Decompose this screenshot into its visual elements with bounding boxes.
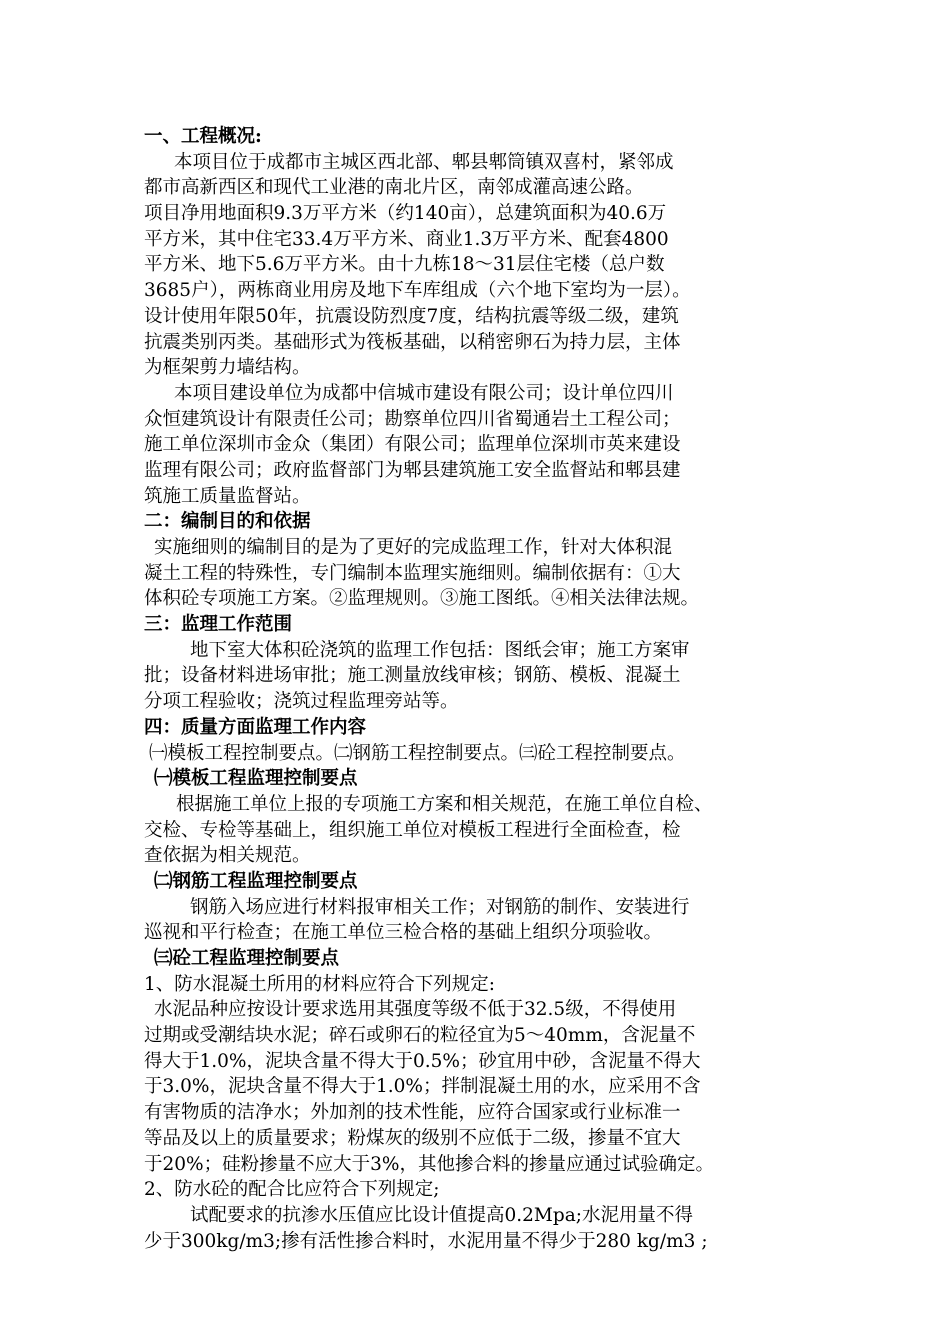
- text-line: 凝土工程的特殊性，专门编制本监理实施细则。编制依据有：①大: [144, 562, 681, 584]
- text-line: 钢筋入场应进行材料报审相关工作；对钢筋的制作、安装进行: [190, 896, 690, 918]
- text-line: 交检、专检等基础上，组织施工单位对模板工程进行全面检查，检: [144, 819, 681, 841]
- text-line: 本项目位于成都市主城区西北部、郫县郫筒镇双喜村，紧邻成: [174, 151, 674, 173]
- text-line: 水泥品种应按设计要求选用其强度等级不低于32.5级，不得使用: [154, 999, 677, 1021]
- text-line: 2、防水砼的配合比应符合下列规定;: [144, 1179, 440, 1201]
- text-line: 少于300kg/m3;掺有活性掺合料时，水泥用量不得少于280 kg/m3 ;: [144, 1230, 708, 1252]
- text-line: 监理有限公司；政府监督部门为郫县建筑施工安全监督站和郫县建: [144, 459, 681, 481]
- text-line: 有害物质的洁净水；外加剂的技术性能，应符合国家或行业标准一: [144, 1102, 681, 1124]
- text-line: 于3.0%，泥块含量不得大于1.0%；拌制混凝土用的水，应采用不含: [144, 1076, 701, 1098]
- text-line: 平方米、地下5.6万平方米。由十九栋18～31层住宅楼（总户数: [144, 254, 665, 276]
- text-line: 实施细则的编制目的是为了更好的完成监理工作，针对大体积混: [154, 537, 673, 558]
- text-line: 体积砼专项施工方案。②监理规则。③施工图纸。④相关法律法规。: [144, 588, 700, 610]
- text-line: 项目净用地面积9.3万平方米（约140亩），总建筑面积为40.6万: [144, 203, 667, 225]
- text-line: 地下室大体积砼浇筑的监理工作包括：图纸会审；施工方案审: [190, 639, 690, 661]
- text-line: 等品及以上的质量要求；粉煤灰的级别不应低于二级，掺量不宜大: [144, 1127, 681, 1149]
- text-line: 试配要求的抗渗水压值应比设计值提高0.2Mpa;水泥用量不得: [190, 1204, 693, 1226]
- text-line: 根据施工单位上报的专项施工方案和相关规范，在施工单位自检、: [176, 793, 713, 815]
- text-line: ㈠模板工程控制要点。㈡钢筋工程控制要点。㈢砼工程控制要点。: [149, 742, 686, 764]
- text-line: 过期或受潮结块水泥；碎石或卵石的粒径宜为5～40mm，含泥量不: [144, 1025, 696, 1047]
- text-line: 本项目建设单位为成都中信城市建设有限公司；设计单位四川: [174, 382, 674, 404]
- text-line: 抗震类别丙类。基础形式为筏板基础，以稍密卵石为持力层，主体: [144, 331, 681, 353]
- section-heading: ㈢砼工程监理控制要点: [154, 948, 340, 969]
- section-heading: 一、工程概况:: [144, 126, 262, 147]
- text-line: 分项工程验收；浇筑过程监理旁站等。: [144, 691, 459, 713]
- text-line: 得大于1.0%，泥块含量不得大于0.5%；砂宜用中砂，含泥量不得大: [144, 1050, 701, 1072]
- section-heading: 三：监理工作范围: [144, 614, 293, 636]
- section-heading: ㈠模板工程监理控制要点: [154, 768, 358, 790]
- text-line: 设计使用年限50年，抗震设防烈度7度，结构抗震等级二级，建筑: [144, 305, 679, 327]
- text-line: 于20%；硅粉掺量不应大于3%，其他掺合料的掺量应通过试验确定。: [144, 1153, 714, 1175]
- text-line: 批；设备材料进场审批；施工测量放线审核；钢筋、模板、混凝土: [144, 665, 681, 687]
- text-line: 3685户），两栋商业用房及地下车库组成（六个地下室均为一层）。: [144, 280, 691, 302]
- text-line: 巡视和平行检查；在施工单位三检合格的基础上组织分项验收。: [144, 922, 663, 944]
- document-body: [144, 124, 814, 1254]
- text-line: 查依据为相关规范。: [144, 845, 311, 867]
- text-line: 施工单位深圳市金众（集团）有限公司；监理单位深圳市英来建设: [144, 434, 681, 456]
- text-line: 为框架剪力墙结构。: [144, 357, 311, 379]
- section-heading: 二：编制目的和依据: [144, 511, 311, 533]
- text-line: 筑施工质量监督站。: [144, 485, 311, 507]
- section-heading: 四：质量方面监理工作内容: [144, 716, 367, 738]
- text-line: 众恒建筑设计有限责任公司；勘察单位四川省蜀通岩土工程公司；: [144, 408, 681, 430]
- section-heading: ㈡钢筋工程监理控制要点: [154, 870, 358, 892]
- text-line: 平方米，其中住宅33.4万平方米、商业1.3万平方米、配套4800: [144, 228, 669, 250]
- text-line: 1、防水混凝土所用的材料应符合下列规定:: [144, 973, 496, 995]
- text-line: 都市高新西区和现代工业港的南北片区，南邻成灌高速公路。: [144, 177, 644, 199]
